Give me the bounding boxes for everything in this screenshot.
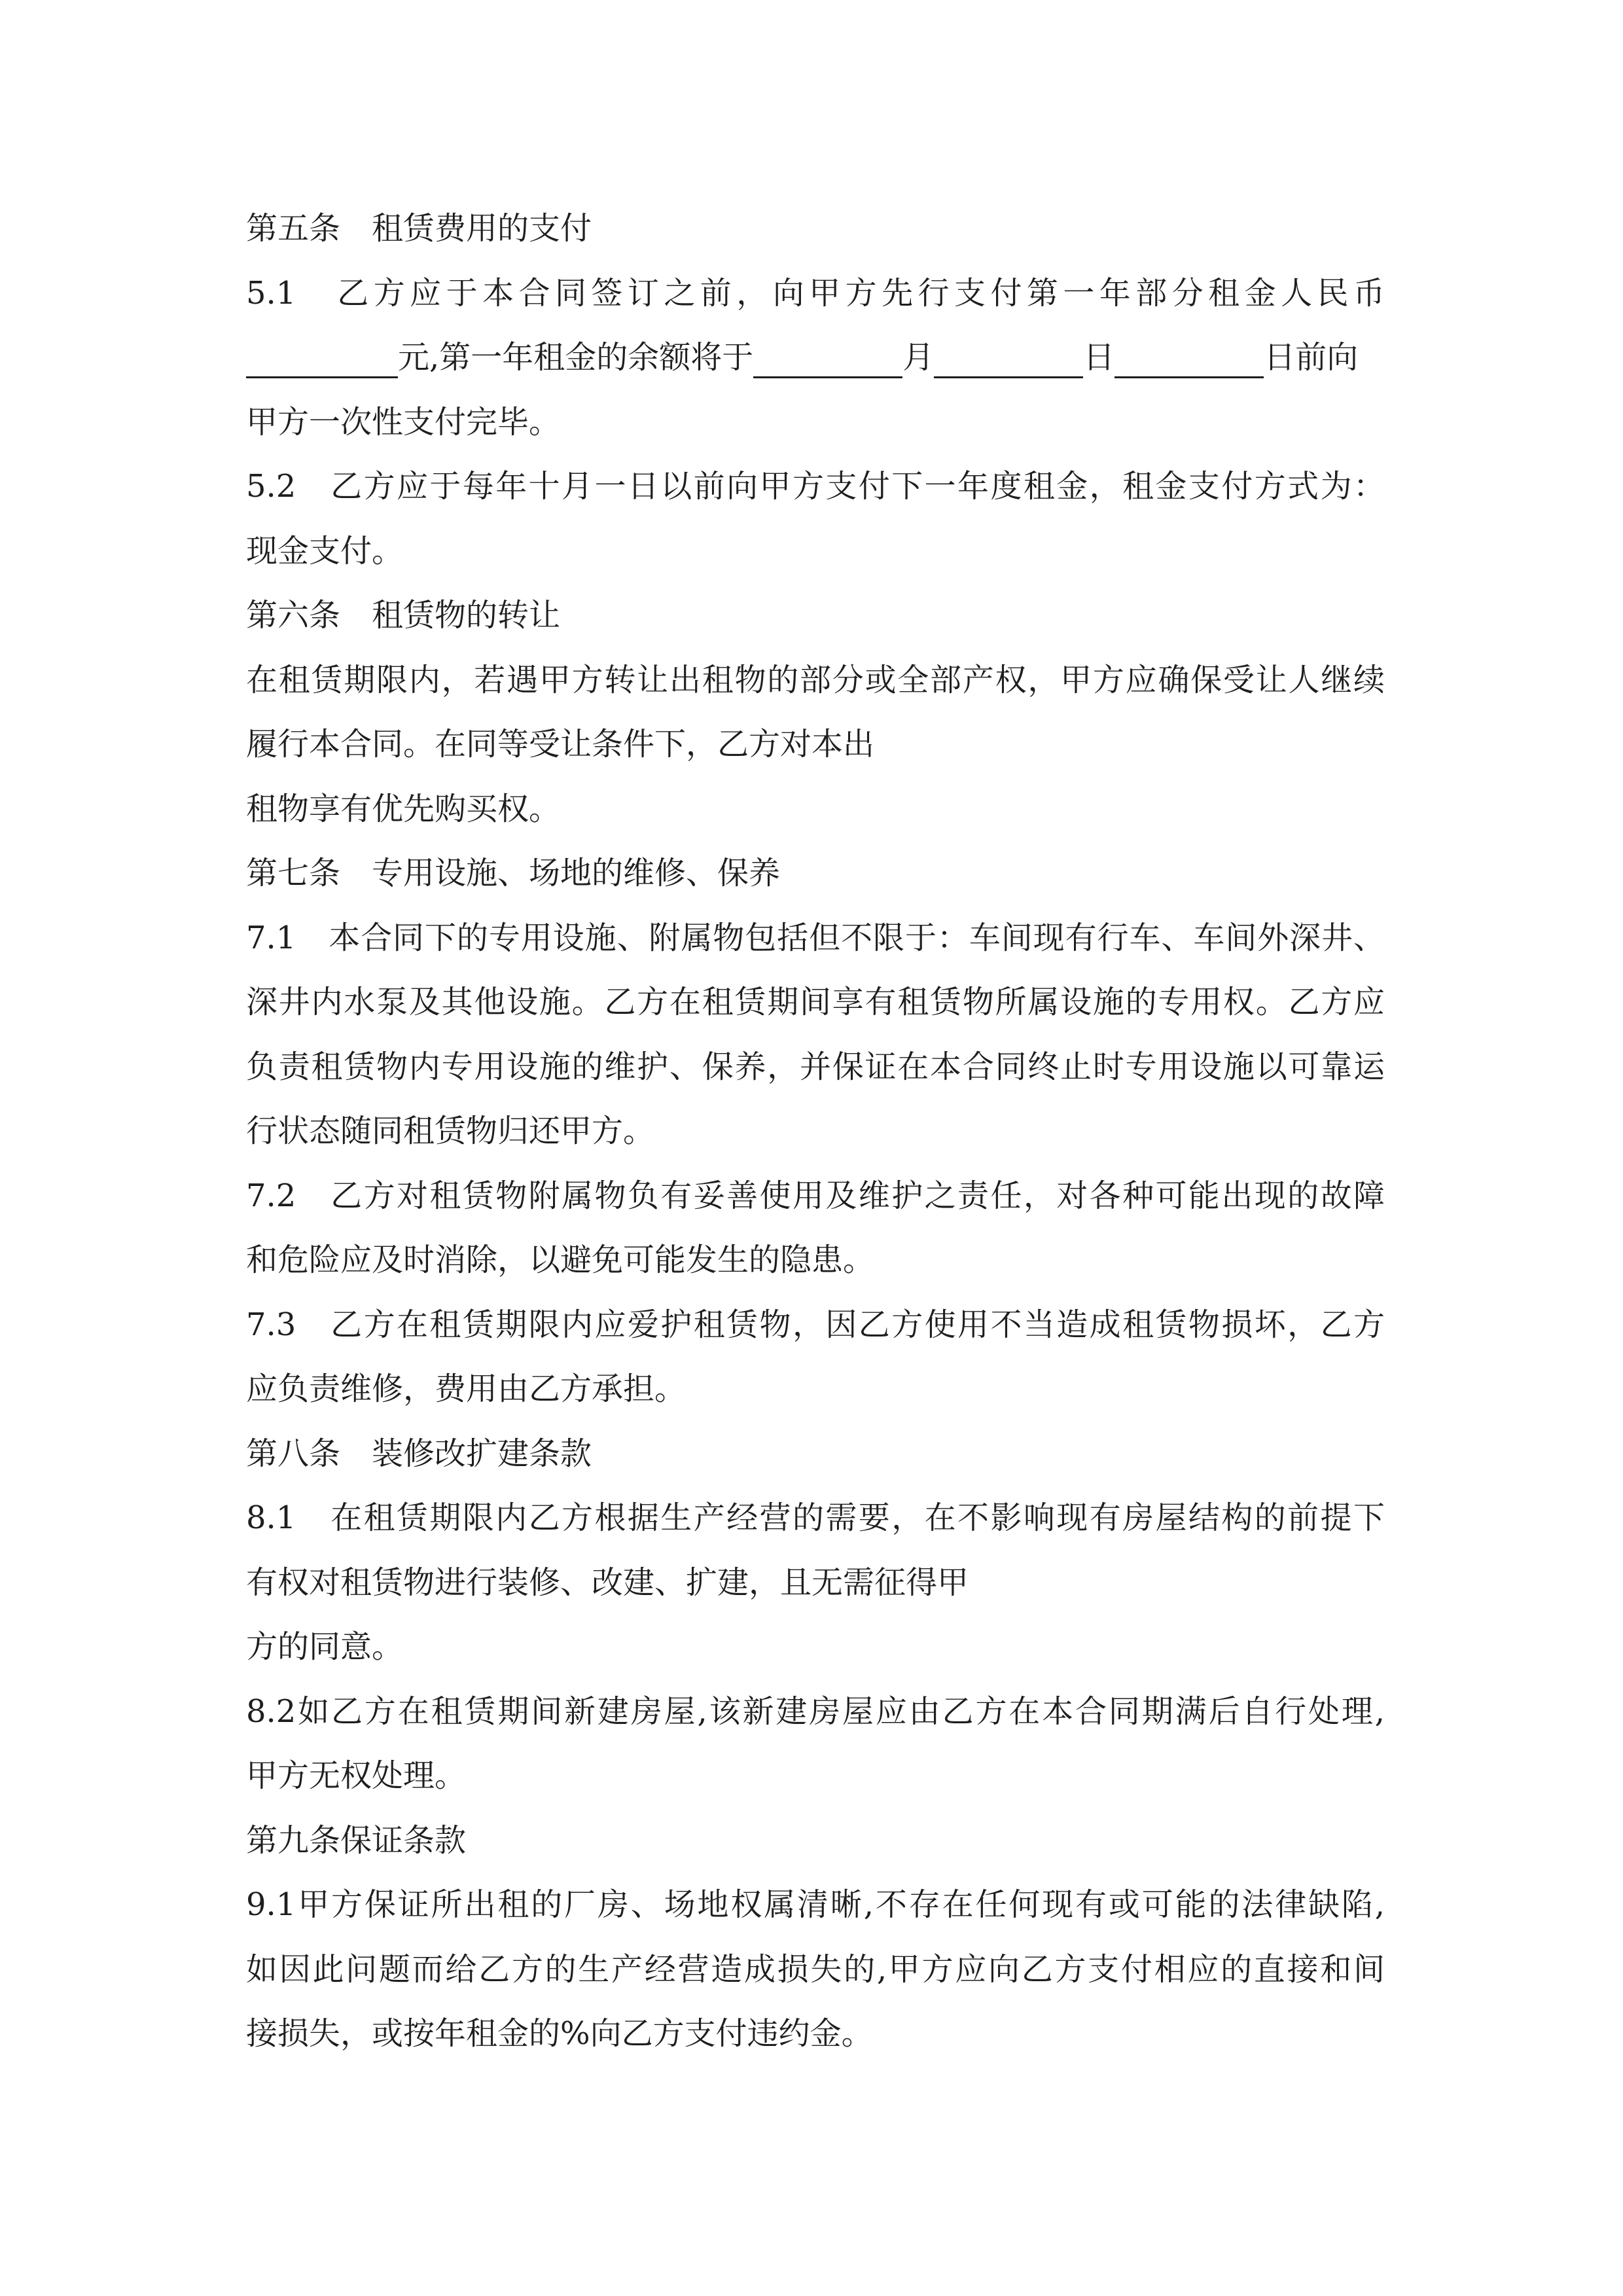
clause-7-3: 7.3 乙方在租赁期限内应爱护租赁物，因乙方使用不当造成租赁物损坏，乙方 [246,1306,1385,1343]
clause-8-1: 8.1 在租赁期限内乙方根据生产经营的需要，在不影响现有房屋结构的前提下 [246,1499,1385,1536]
amount-blank [246,334,398,378]
article-8-heading: 第八条 装修改扩建条款 [246,1435,592,1472]
clause-8-1-line-3: 方的同意。 [246,1628,404,1665]
clause-8-2-line-2: 甲方无权处理。 [246,1757,467,1794]
clause-7-2-line-2: 和危险应及时消除，以避免可能发生的隐患。 [246,1242,875,1278]
contract-text [246,196,1385,2066]
clause-7-1-line-2: 深井内水泵及其他设施。乙方在租赁期间享有租赁物所属设施的专用权。乙方应 [246,984,1385,1020]
clause-9-1: 9.1甲方保证所出租的厂房、场地权属清晰,不存在任何现有或可能的法律缺陷, [246,1886,1385,1923]
month-blank [753,334,902,378]
clause-5-1-end: 甲方一次性支付完毕。 [246,403,561,440]
day-blank [934,334,1083,378]
clause-9-1-line-2: 如因此问题而给乙方的生产经营造成损失的,甲方应向乙方支付相应的直接和间 [246,1950,1385,1988]
clause-7-3-line-2: 应负责维修，费用由乙方承担。 [246,1371,687,1407]
clause-7-1-line-4: 行状态随同租赁物归还甲方。 [246,1113,655,1149]
clause-5-1-part-3: 日 [1083,339,1115,376]
article-6-text-3: 租物享有优先购买权。 [246,790,561,827]
article-7-heading: 第七条 专用设施、场地的维修、保养 [246,855,781,891]
clause-8-2: 8.2如乙方在租赁期间新建房屋,该新建房屋应由乙方在本合同期满后自行处理, [246,1693,1385,1730]
clause-7-1: 7.1 本合同下的专用设施、附属物包括但不限于：车间现有行车、车间外深井、 [246,919,1385,956]
article-9-heading: 第九条保证条款 [246,1821,467,1859]
article-5-heading: 第五条 租赁费用的支付 [246,210,592,247]
article-6-text: 在租赁期限内，若遇甲方转让出租物的部分或全部产权，甲方应确保受让人继续 [246,661,1385,698]
article-6-text-2: 履行本合同。在同等受让条件下，乙方对本出 [246,726,875,762]
day-blank-2 [1115,334,1264,378]
clause-5-2-end: 现金支付。 [246,532,404,569]
clause-8-1-line-2: 有权对租赁物进行装修、改建、扩建，且无需征得甲 [246,1564,969,1601]
clause-5-2: 5.2 乙方应于每年十月一日以前向甲方支付下一年度租金，租金支付方式为： [246,468,1385,505]
clause-7-2: 7.2 乙方对租赁物附属物负有妥善使用及维护之责任，对各种可能出现的故障 [246,1177,1385,1214]
clause-5-1-part-1: 元,第一年租金的余额将于 [398,339,754,376]
clause-7-1-line-3: 负责租赁物内专用设施的维护、保养，并保证在本合同终止时专用设施以可靠运 [246,1048,1385,1085]
clause-5-1-blanks [246,325,1385,390]
article-6-heading: 第六条 租赁物的转让 [246,597,561,634]
clause-5-1-part-4: 日前向 [1264,339,1359,376]
clause-9-1-line-3: 接损失，或按年租金的%向乙方支付违约金。 [246,2015,873,2052]
clause-5-1-part-2: 月 [902,339,935,376]
clause-5-1: 5.1 乙方应于本合同签订之前，向甲方先行支付第一年部分租金人民币 [246,274,1385,312]
